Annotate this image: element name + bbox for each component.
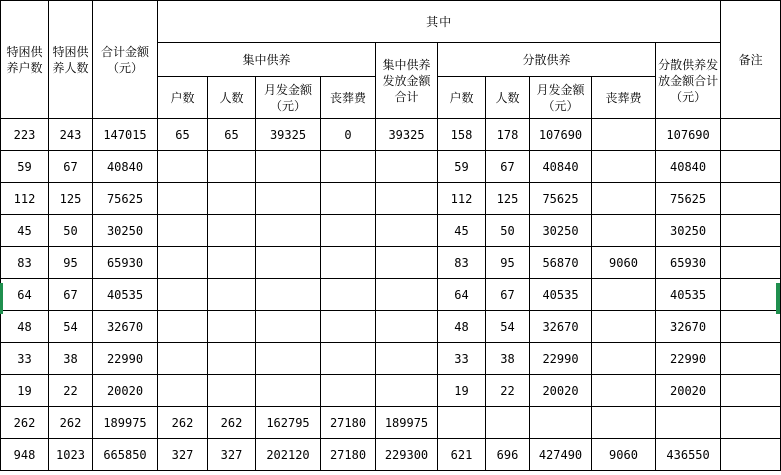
cell-hushu[interactable]: 45 [1, 215, 49, 247]
cell-j-hushu[interactable] [158, 151, 208, 183]
cell-f-yuefa[interactable]: 427490 [530, 439, 592, 471]
header-fensan-total[interactable]: 分散供养发放金额合计（元） [656, 43, 721, 119]
table-row [1, 311, 781, 343]
cell-f-total[interactable]: 107690 [656, 119, 721, 151]
cell-f-yuefa[interactable]: 40840 [530, 151, 592, 183]
table-row [1, 183, 781, 215]
cell-f-hushu[interactable]: 64 [438, 279, 486, 311]
cell-total[interactable]: 40535 [93, 279, 158, 311]
header-qizhong[interactable]: 其中 [158, 1, 721, 43]
cell-j-sangzang[interactable] [321, 311, 376, 343]
cell-f-yuefa[interactable]: 56870 [530, 247, 592, 279]
cell-renshu[interactable]: 38 [49, 343, 93, 375]
cell-total[interactable]: 22990 [93, 343, 158, 375]
cell-j-total[interactable]: 189975 [376, 407, 438, 439]
cell-j-renshu[interactable] [208, 183, 256, 215]
cell-j-renshu[interactable] [208, 247, 256, 279]
cell-f-hushu[interactable]: 83 [438, 247, 486, 279]
cell-f-yuefa[interactable]: 32670 [530, 311, 592, 343]
cell-note[interactable] [721, 215, 781, 247]
cell-f-hushu[interactable]: 112 [438, 183, 486, 215]
cell-f-total[interactable]: 65930 [656, 247, 721, 279]
cell-hushu[interactable]: 59 [1, 151, 49, 183]
cell-f-renshu[interactable]: 67 [486, 279, 530, 311]
cell-j-total[interactable]: 39325 [376, 119, 438, 151]
cell-j-sangzang[interactable] [321, 375, 376, 407]
cell-f-sangzang[interactable] [592, 375, 656, 407]
table-row [1, 151, 781, 183]
cell-note[interactable] [721, 311, 781, 343]
cell-total[interactable]: 65930 [93, 247, 158, 279]
table-row-total [1, 439, 781, 471]
cell-f-yuefa[interactable] [530, 407, 592, 439]
cell-hushu[interactable]: 64 [1, 279, 49, 311]
cell-renshu[interactable]: 50 [49, 215, 93, 247]
cell-f-total[interactable]: 75625 [656, 183, 721, 215]
cell-j-total[interactable] [376, 343, 438, 375]
cell-f-renshu[interactable]: 696 [486, 439, 530, 471]
header-j-hushu[interactable]: 户数 [158, 77, 208, 119]
cell-hushu[interactable]: 83 [1, 247, 49, 279]
header-j-yuefa[interactable]: 月发金额（元） [256, 77, 321, 119]
cell-total[interactable]: 40840 [93, 151, 158, 183]
cell-f-hushu[interactable]: 158 [438, 119, 486, 151]
cell-hushu[interactable]: 262 [1, 407, 49, 439]
header-beizhu[interactable]: 备注 [721, 1, 781, 119]
header-jizhong[interactable]: 集中供养 [158, 43, 376, 77]
table-row [1, 343, 781, 375]
cell-f-renshu[interactable]: 178 [486, 119, 530, 151]
header-j-sangzang[interactable]: 丧葬费 [321, 77, 376, 119]
table-row [1, 279, 781, 311]
cell-f-yuefa[interactable]: 20020 [530, 375, 592, 407]
cell-renshu[interactable]: 22 [49, 375, 93, 407]
cell-j-hushu[interactable] [158, 215, 208, 247]
cell-note[interactable] [721, 247, 781, 279]
cell-total[interactable]: 189975 [93, 407, 158, 439]
cell-j-yuefa[interactable] [256, 279, 321, 311]
cell-f-sangzang[interactable] [592, 151, 656, 183]
table-row [1, 375, 781, 407]
cell-total[interactable]: 20020 [93, 375, 158, 407]
cell-j-hushu[interactable] [158, 247, 208, 279]
cell-f-renshu[interactable]: 38 [486, 343, 530, 375]
cell-j-yuefa[interactable]: 39325 [256, 119, 321, 151]
cell-f-yuefa[interactable]: 22990 [530, 343, 592, 375]
cell-j-sangzang[interactable] [321, 343, 376, 375]
cell-j-sangzang[interactable]: 0 [321, 119, 376, 151]
cell-f-sangzang[interactable] [592, 183, 656, 215]
cell-renshu[interactable]: 243 [49, 119, 93, 151]
cell-j-total[interactable] [376, 279, 438, 311]
cell-j-yuefa[interactable]: 162795 [256, 407, 321, 439]
cell-f-renshu[interactable]: 67 [486, 151, 530, 183]
header-f-hushu[interactable]: 户数 [438, 77, 486, 119]
cell-f-hushu[interactable]: 19 [438, 375, 486, 407]
cell-j-total[interactable] [376, 215, 438, 247]
cell-f-total[interactable]: 30250 [656, 215, 721, 247]
cell-j-sangzang[interactable] [321, 151, 376, 183]
cell-f-renshu[interactable]: 54 [486, 311, 530, 343]
cell-note[interactable] [721, 375, 781, 407]
header-tekun-hushu[interactable]: 特困供养户数 [1, 1, 49, 119]
cell-j-sangzang[interactable] [321, 183, 376, 215]
cell-j-yuefa[interactable] [256, 311, 321, 343]
cell-f-yuefa[interactable]: 107690 [530, 119, 592, 151]
cell-j-renshu[interactable] [208, 215, 256, 247]
selected-row-marker-right [776, 283, 780, 314]
header-j-renshu[interactable]: 人数 [208, 77, 256, 119]
cell-j-renshu[interactable] [208, 343, 256, 375]
cell-f-renshu[interactable] [486, 407, 530, 439]
cell-f-sangzang[interactable] [592, 215, 656, 247]
cell-j-hushu[interactable] [158, 183, 208, 215]
cell-f-hushu[interactable]: 33 [438, 343, 486, 375]
header-jizhong-total[interactable]: 集中供养发放金额合计 [376, 43, 438, 119]
cell-f-sangzang[interactable] [592, 407, 656, 439]
cell-f-sangzang[interactable] [592, 119, 656, 151]
cell-j-hushu[interactable] [158, 343, 208, 375]
cell-j-renshu[interactable]: 65 [208, 119, 256, 151]
cell-j-sangzang[interactable] [321, 215, 376, 247]
cell-j-sangzang[interactable]: 27180 [321, 439, 376, 471]
cell-f-total[interactable]: 22990 [656, 343, 721, 375]
cell-f-sangzang[interactable] [592, 279, 656, 311]
table-row [1, 119, 781, 151]
header-total-amount[interactable]: 合计金额（元） [93, 1, 158, 119]
cell-j-renshu[interactable]: 327 [208, 439, 256, 471]
cell-f-total[interactable]: 20020 [656, 375, 721, 407]
cell-j-total[interactable]: 229300 [376, 439, 438, 471]
cell-j-total[interactable] [376, 311, 438, 343]
cell-hushu[interactable]: 112 [1, 183, 49, 215]
cell-j-total[interactable] [376, 151, 438, 183]
cell-renshu[interactable]: 67 [49, 151, 93, 183]
header-f-yuefa[interactable]: 月发金额（元） [530, 77, 592, 119]
cell-j-hushu[interactable] [158, 375, 208, 407]
cell-j-yuefa[interactable] [256, 247, 321, 279]
header-f-renshu[interactable]: 人数 [486, 77, 530, 119]
cell-f-yuefa[interactable]: 40535 [530, 279, 592, 311]
table-row [1, 407, 781, 439]
cell-j-hushu[interactable] [158, 279, 208, 311]
cell-renshu[interactable]: 1023 [49, 439, 93, 471]
table-row [1, 247, 781, 279]
table-body [1, 119, 781, 471]
cell-f-total[interactable]: 436550 [656, 439, 721, 471]
cell-f-renshu[interactable]: 22 [486, 375, 530, 407]
cell-renshu[interactable]: 54 [49, 311, 93, 343]
cell-j-renshu[interactable]: 262 [208, 407, 256, 439]
cell-renshu[interactable]: 95 [49, 247, 93, 279]
cell-total[interactable]: 32670 [93, 311, 158, 343]
cell-f-total[interactable] [656, 407, 721, 439]
cell-j-renshu[interactable] [208, 151, 256, 183]
cell-j-total[interactable] [376, 247, 438, 279]
cell-note[interactable] [721, 343, 781, 375]
table-row [1, 215, 781, 247]
cell-f-total[interactable]: 40840 [656, 151, 721, 183]
cell-hushu[interactable]: 48 [1, 311, 49, 343]
header-tekun-renshu[interactable]: 特困供养人数 [49, 1, 93, 119]
cell-j-hushu[interactable] [158, 311, 208, 343]
cell-f-yuefa[interactable]: 30250 [530, 215, 592, 247]
cell-f-sangzang[interactable]: 9060 [592, 439, 656, 471]
cell-note[interactable] [721, 407, 781, 439]
cell-total[interactable]: 147015 [93, 119, 158, 151]
cell-hushu[interactable]: 33 [1, 343, 49, 375]
cell-f-renshu[interactable]: 125 [486, 183, 530, 215]
cell-j-total[interactable] [376, 375, 438, 407]
cell-total[interactable]: 75625 [93, 183, 158, 215]
cell-j-yuefa[interactable] [256, 375, 321, 407]
cell-f-sangzang[interactable] [592, 343, 656, 375]
cell-j-sangzang[interactable] [321, 247, 376, 279]
cell-j-hushu[interactable]: 262 [158, 407, 208, 439]
cell-f-hushu[interactable]: 48 [438, 311, 486, 343]
cell-j-yuefa[interactable]: 202120 [256, 439, 321, 471]
cell-hushu[interactable]: 19 [1, 375, 49, 407]
cell-f-total[interactable]: 32670 [656, 311, 721, 343]
cell-j-hushu[interactable]: 65 [158, 119, 208, 151]
cell-f-hushu[interactable] [438, 407, 486, 439]
cell-total[interactable]: 665850 [93, 439, 158, 471]
cell-renshu[interactable]: 262 [49, 407, 93, 439]
cell-note[interactable] [721, 279, 781, 311]
cell-hushu[interactable]: 223 [1, 119, 49, 151]
cell-f-yuefa[interactable]: 75625 [530, 183, 592, 215]
cell-note[interactable] [721, 183, 781, 215]
selected-row-marker-left [0, 283, 3, 314]
cell-j-sangzang[interactable]: 27180 [321, 407, 376, 439]
cell-f-sangzang[interactable] [592, 311, 656, 343]
cell-f-renshu[interactable]: 50 [486, 215, 530, 247]
cell-j-renshu[interactable] [208, 375, 256, 407]
cell-j-hushu[interactable]: 327 [158, 439, 208, 471]
cell-j-yuefa[interactable] [256, 151, 321, 183]
cell-j-yuefa[interactable] [256, 183, 321, 215]
cell-renshu[interactable]: 67 [49, 279, 93, 311]
cell-j-yuefa[interactable] [256, 343, 321, 375]
cell-renshu[interactable]: 125 [49, 183, 93, 215]
cell-total[interactable]: 30250 [93, 215, 158, 247]
cell-j-renshu[interactable] [208, 311, 256, 343]
cell-hushu[interactable]: 948 [1, 439, 49, 471]
cell-f-hushu[interactable]: 45 [438, 215, 486, 247]
header-fensan[interactable]: 分散供养 [438, 43, 656, 77]
cell-f-sangzang[interactable]: 9060 [592, 247, 656, 279]
cell-f-renshu[interactable]: 95 [486, 247, 530, 279]
cell-f-hushu[interactable]: 59 [438, 151, 486, 183]
cell-note[interactable] [721, 439, 781, 471]
cell-j-yuefa[interactable] [256, 215, 321, 247]
cell-f-total[interactable]: 40535 [656, 279, 721, 311]
cell-j-total[interactable] [376, 183, 438, 215]
cell-j-sangzang[interactable] [321, 279, 376, 311]
cell-note[interactable] [721, 119, 781, 151]
cell-j-renshu[interactable] [208, 279, 256, 311]
cell-note[interactable] [721, 151, 781, 183]
cell-f-hushu[interactable]: 621 [438, 439, 486, 471]
header-f-sangzang[interactable]: 丧葬费 [592, 77, 656, 119]
